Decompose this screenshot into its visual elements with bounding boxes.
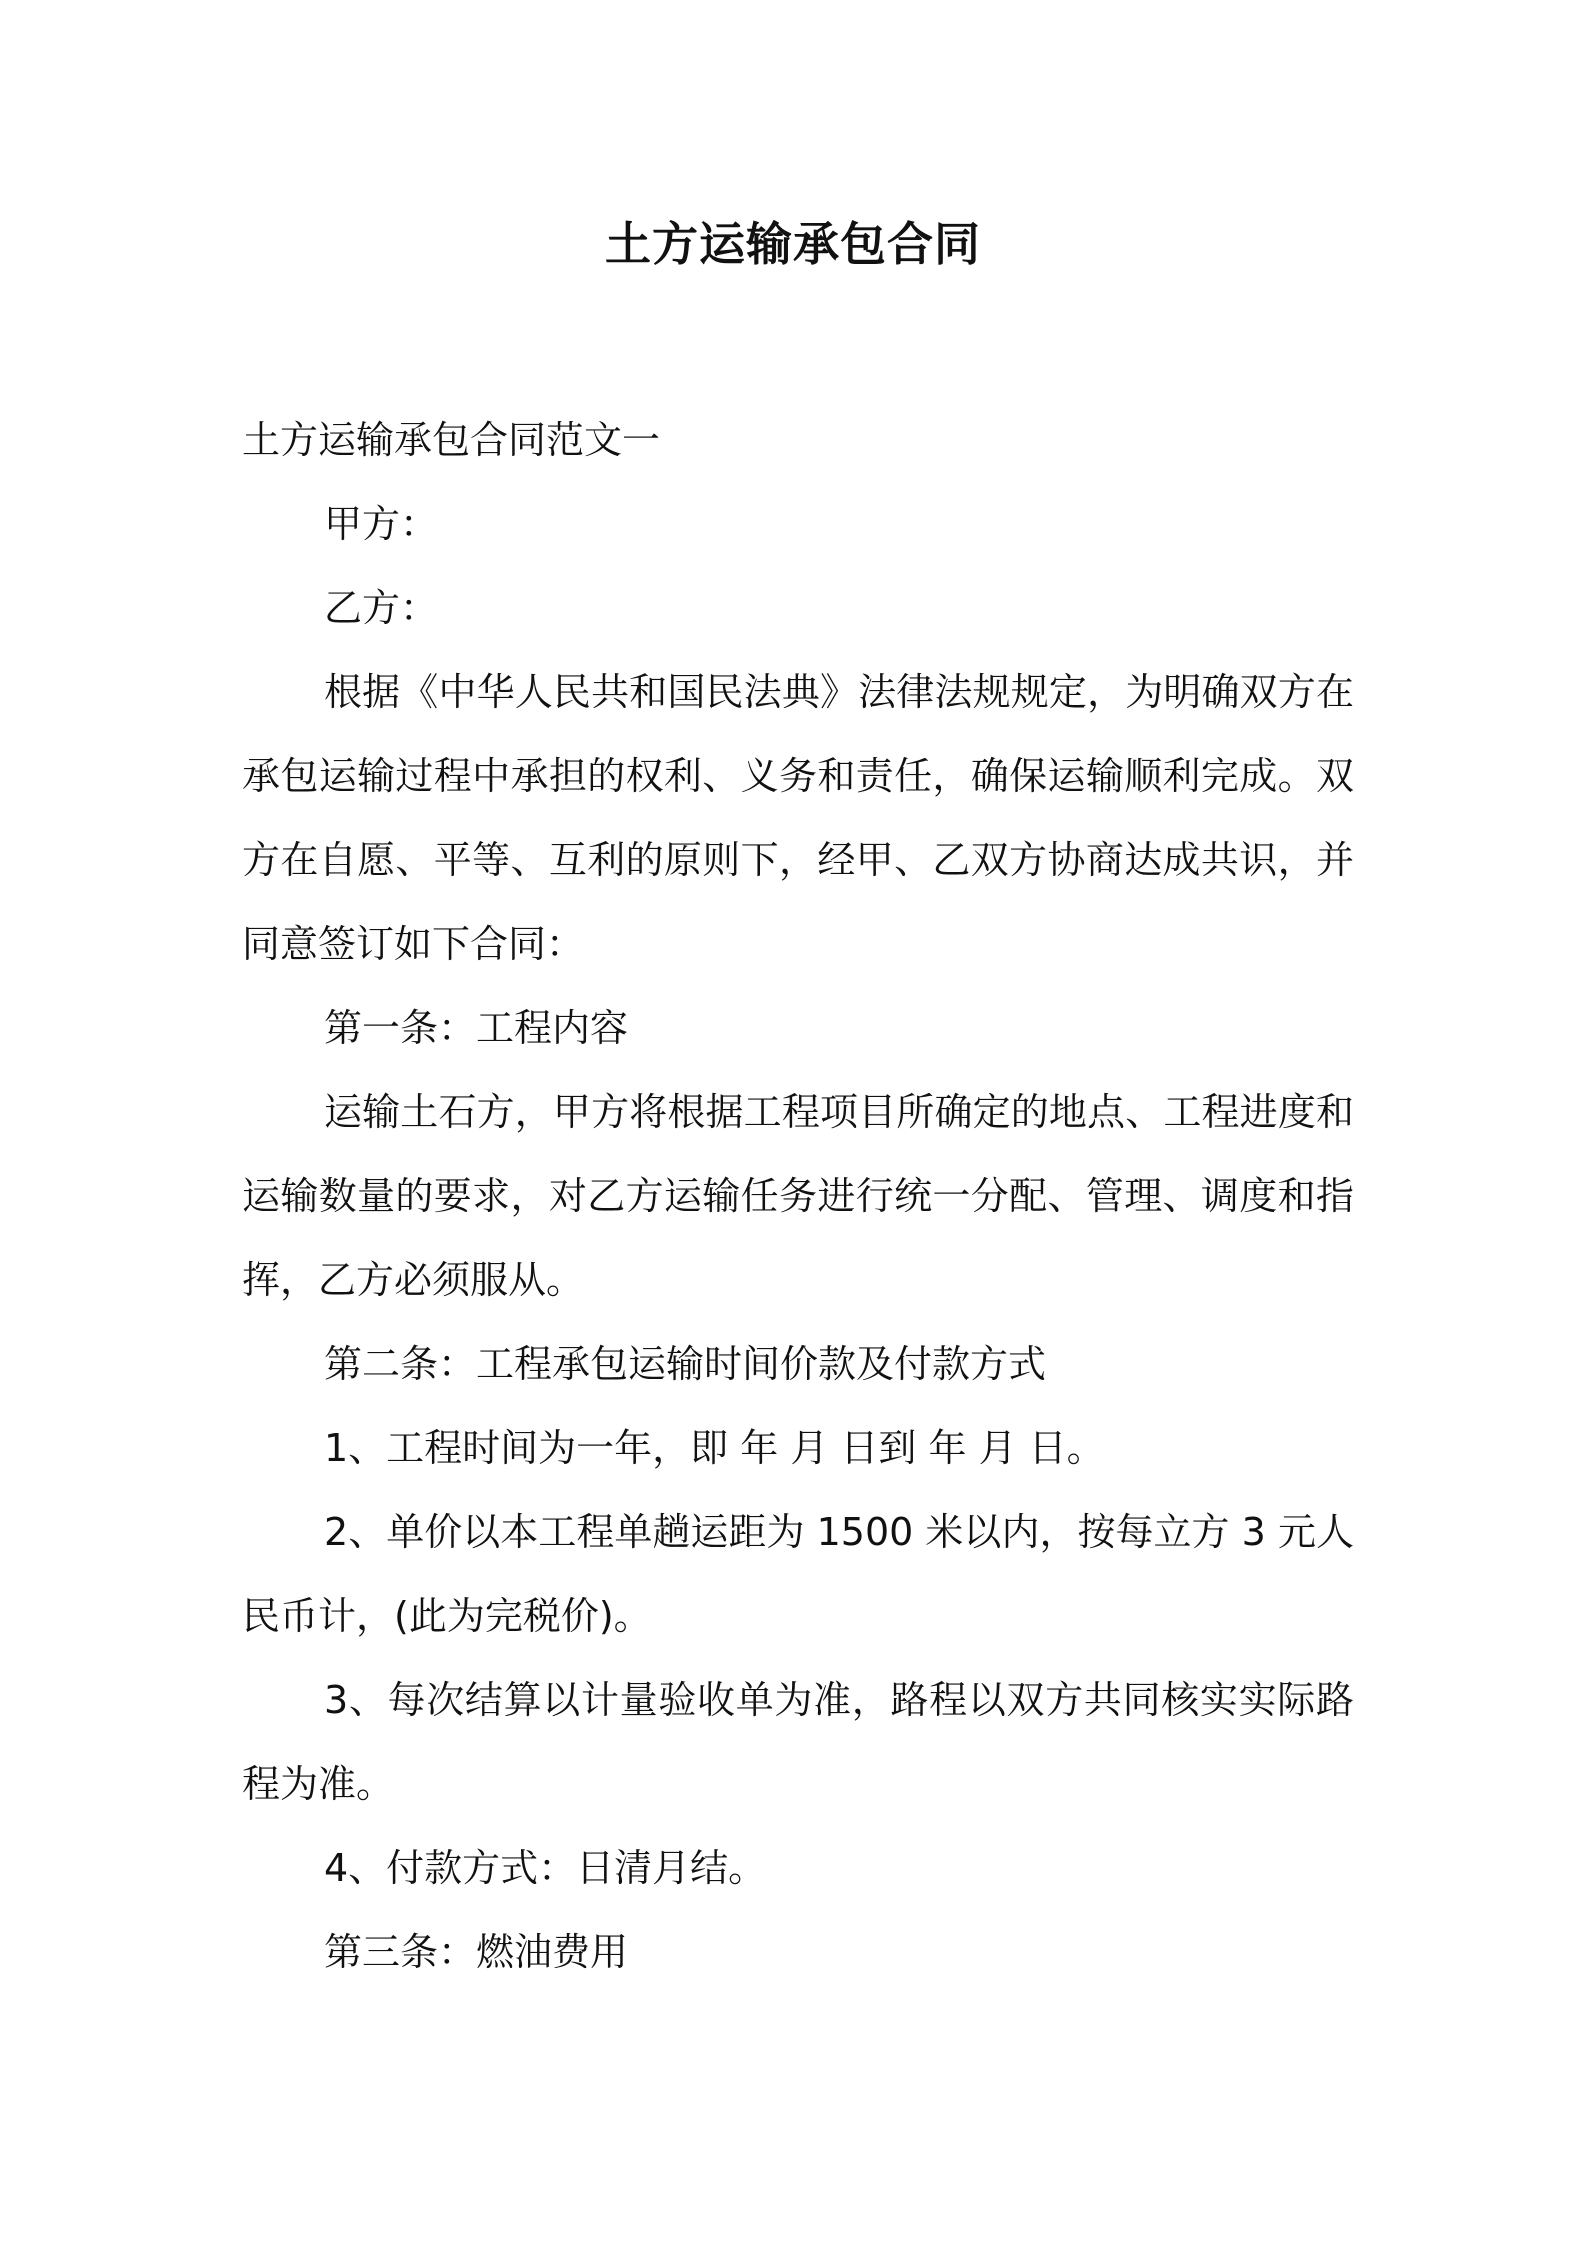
article-3-heading: 第三条：燃油费用	[324, 1930, 629, 1974]
article-2-item-4: 4、付款方式：日清月结。	[324, 1846, 767, 1890]
article-1-text: 运输土石方，甲方将根据工程项目所确定的地点、工程进度和运输数量的要求，对乙方运输任务进行统一分配、管理、调度和指挥，乙方必须服从。	[242, 1090, 1354, 1302]
article-2-item-3: 3、每次结算以计量验收单为准，路程以双方共同核实实际路程为准。	[242, 1678, 1354, 1806]
article-2-item-2: 2、单价以本工程单趟运距为 1500 米以内，按每立方 3 元人民币计，(此为完税价)。	[242, 1510, 1354, 1638]
article-1-heading: 第一条：工程内容	[324, 1006, 629, 1050]
document-body	[242, 398, 1354, 1994]
article-2-heading: 第二条：工程承包运输时间价款及付款方式	[324, 1342, 1047, 1386]
document-title: 土方运输承包合同	[605, 217, 981, 271]
document-subtitle: 土方运输承包合同范文一	[242, 418, 661, 462]
preamble-paragraph: 根据《中华人民共和国民法典》法律法规规定，为明确双方在承包运输过程中承担的权利、义务和责任，确保运输顺利完成。双方在自愿、平等、互利的原则下，经甲、乙双方协商达成共识，并同意签订如下合同：	[242, 670, 1354, 966]
party-a-label: 甲方：	[324, 502, 439, 546]
party-b-label: 乙方：	[324, 586, 439, 630]
article-2-item-1: 1、工程时间为一年，即 年 月 日到 年 月 日。	[324, 1426, 1105, 1470]
